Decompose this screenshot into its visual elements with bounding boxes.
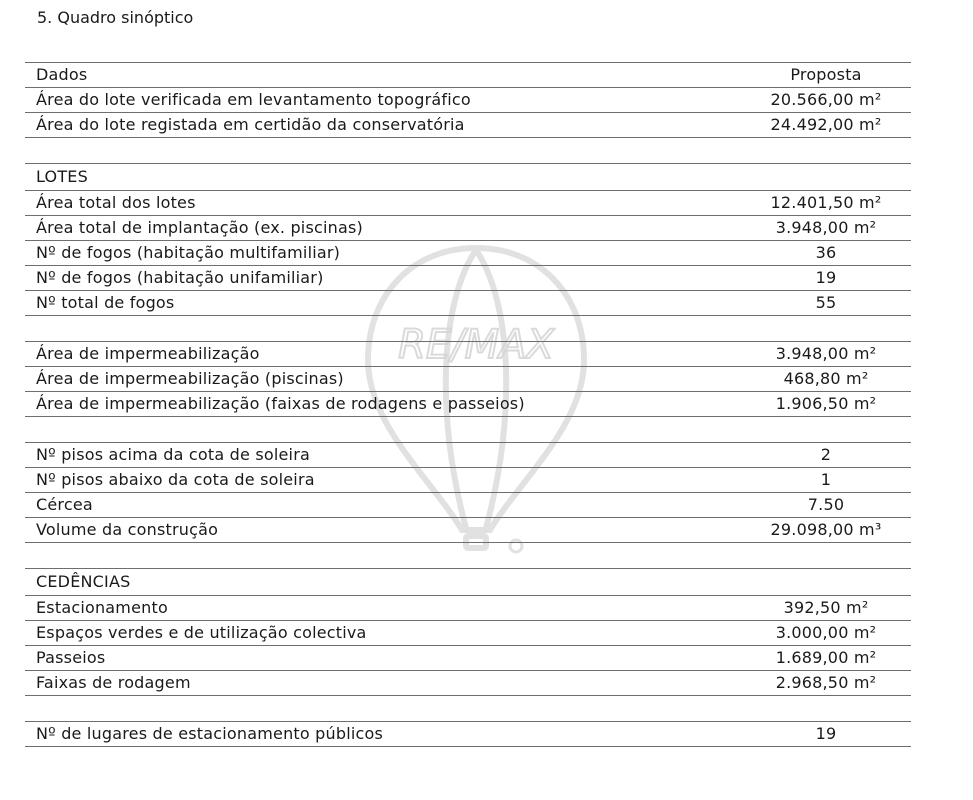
table-row [25,241,911,266]
row-value: 55 [741,291,911,316]
row-label: Área de impermeabilização (faixas de rodagens e passeios) [25,392,741,417]
row-label: Estacionamento [25,596,741,621]
row-label: Faixas de rodagem [25,671,741,696]
row-value: 2.968,50 m² [741,671,911,696]
table-spacer-row [25,417,911,443]
table-section-row [25,164,911,191]
spacer-cell [25,543,911,569]
row-label: Área total dos lotes [25,191,741,216]
table-row [25,621,911,646]
row-value: 19 [741,266,911,291]
table-row [25,443,911,468]
header-value: Proposta [741,63,911,88]
spacer-cell [25,138,911,164]
row-value: 3.948,00 m² [741,216,911,241]
row-label: Nº pisos acima da cota de soleira [25,443,741,468]
table-row [25,493,911,518]
row-label: Cércea [25,493,741,518]
table-row [25,596,911,621]
row-label: Espaços verdes e de utilização colectiva [25,621,741,646]
row-value: 12.401,50 m² [741,191,911,216]
row-value: 1 [741,468,911,493]
header-label: Dados [25,63,741,88]
row-label: Área total de implantação (ex. piscinas) [25,216,741,241]
table-row [25,392,911,417]
spacer-cell [25,417,911,443]
table-section-row [25,569,911,596]
table-spacer-row [25,543,911,569]
row-label: Nº de fogos (habitação multifamiliar) [25,241,741,266]
row-value: 36 [741,241,911,266]
table-row [25,266,911,291]
table-spacer-row [25,696,911,722]
row-label: Volume da construção [25,518,741,543]
table-spacer-row [25,138,911,164]
row-value: 1.906,50 m² [741,392,911,417]
row-label: Nº de fogos (habitação unifamiliar) [25,266,741,291]
table-row [25,88,911,113]
row-value: 24.492,00 m² [741,113,911,138]
section-heading: CEDÊNCIAS [25,569,911,596]
table-row [25,191,911,216]
row-label: Área de impermeabilização (piscinas) [25,367,741,392]
table-row [25,342,911,367]
row-label: Nº total de fogos [25,291,741,316]
table-spacer-row [25,316,911,342]
row-label: Área de impermeabilização [25,342,741,367]
table-row [25,722,911,747]
spacer-cell [25,316,911,342]
row-label: Nº de lugares de estacionamento públicos [25,722,741,747]
row-value: 1.689,00 m² [741,646,911,671]
table-row [25,367,911,392]
row-value: 2 [741,443,911,468]
row-label: Área do lote verificada em levantamento topográfico [25,88,741,113]
row-value: 29.098,00 m³ [741,518,911,543]
row-value: 20.566,00 m² [741,88,911,113]
watermark-brand-text: RE/MAX [398,322,554,368]
spacer-cell [25,696,911,722]
row-value: 3.000,00 m² [741,621,911,646]
page-title: 5. Quadro sinóptico [37,8,194,27]
row-value: 3.948,00 m² [741,342,911,367]
table-row [25,291,911,316]
row-label: Nº pisos abaixo da cota de soleira [25,468,741,493]
row-value: 19 [741,722,911,747]
table-row [25,646,911,671]
table-row [25,518,911,543]
table-row [25,113,911,138]
table-header-row [25,63,911,88]
row-value: 392,50 m² [741,596,911,621]
table-row [25,468,911,493]
row-label: Passeios [25,646,741,671]
row-value: 468,80 m² [741,367,911,392]
synoptic-table [25,62,911,747]
table-row [25,216,911,241]
row-value: 7.50 [741,493,911,518]
table-row [25,671,911,696]
section-heading: LOTES [25,164,911,191]
row-label: Área do lote registada em certidão da conservatória [25,113,741,138]
